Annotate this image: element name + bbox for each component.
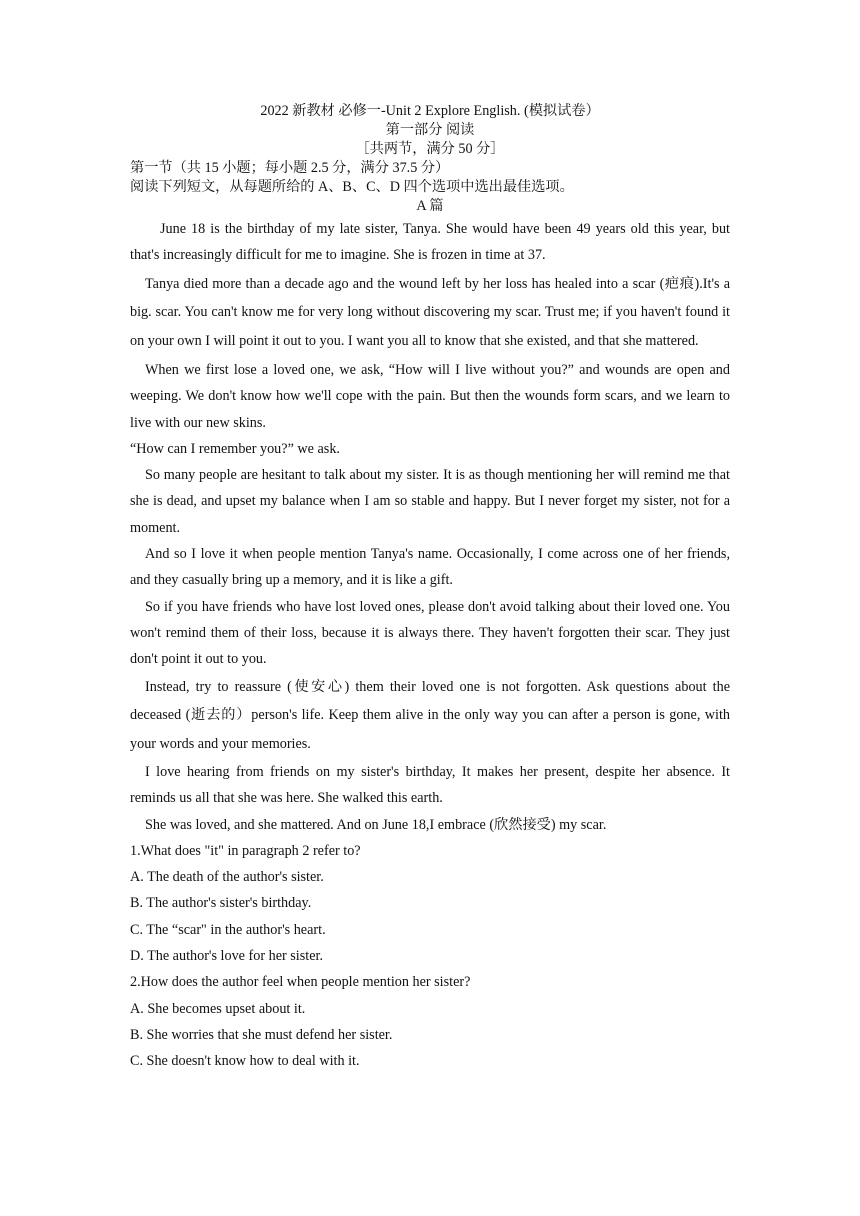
question-stem: 1.What does "it" in paragraph 2 refer to? [130, 842, 361, 859]
answer-option: A. The death of the author's sister. [130, 869, 324, 886]
answer-option: D. The author's love for her sister. [130, 948, 323, 965]
answer-option: C. She doesn't know how to deal with it. [130, 1053, 360, 1070]
part-heading: 第一部分 阅读 [385, 122, 475, 138]
question-1 [130, 838, 730, 969]
passage-paragraph-7: So if you have friends who have lost loved ones, please don't avoid talking about their loved one. You won't remind them of their loss, because it is always there. They haven't forgotten their scar. They just don't point it out to you. [130, 598, 730, 668]
passage-paragraph-5: So many people are hesitant to talk about my sister. It is as though mentioning her will remind me that she is dead, and upset my balance when I am so stable and happy. But I never forget my sister, not for a moment. [130, 467, 730, 536]
passage-paragraph-1: June 18 is the birthday of my late sister, Tanya. She would have been 49 years old this year, but that's increasingly difficult for me to imagine. She is frozen in time at 37. [130, 221, 730, 264]
section-info: 第一节（共 15 小题；每小题 2.5 分，满分 37.5 分） [130, 160, 450, 176]
answer-option: A. She becomes upset about it. [130, 1000, 306, 1017]
answer-option: B. The author's sister's birthday. [130, 895, 312, 912]
answer-option: C. The “scar" in the author's heart. [130, 921, 326, 938]
passage-paragraph-4: “How can I remember you?” we ask. [130, 440, 340, 457]
passage-paragraph-3: When we first lose a loved one, we ask, “How will I live without you?” and wounds are open and weeping. We don't know how we'll cope with the pain. But then the wounds form scars, and we learn to live with our new skins. [130, 361, 730, 431]
passage-paragraph-8: Instead, try to reassure (使安心) them their loved one is not forgotten. Ask questions about the deceased (逝去的）person's life. Keep them alive in the only way you can after a person is gone, with your words and your memories. [130, 678, 730, 753]
passage-paragraph-9: I love hearing from friends on my sister's birthday, It makes her present, despite her absence. It reminds us all that she was here. She walked this earth. [130, 763, 730, 807]
passage-label: A 篇 [416, 198, 444, 214]
passage-paragraph-6: And so I love it when people mention Tanya's name. Occasionally, I come across one of her friends, and they casually bring up a memory, and it is like a gift. [130, 546, 730, 589]
question-stem: 2.How does the author feel when people mention her sister? [130, 974, 471, 991]
part-info: ［共两节，满分 50 分］ [355, 141, 505, 157]
passage-paragraph-10: She was loved, and she mattered. And on June 18,I embrace (欣然接受) my scar. [145, 816, 607, 833]
question-2 [130, 969, 730, 1074]
passage-paragraph-2: Tanya died more than a decade ago and the wound left by her loss has healed into a scar (疤痕).It's a big. scar. You can't know me for very long without discovering my scar. Trust me; if you haven't found it on your own I will point it out to you. I want you all to know that she existed, and that she mattered. [130, 275, 730, 350]
answer-option: B. She worries that she must defend her sister. [130, 1026, 393, 1043]
exam-title: 2022 新教材 必修一-Unit 2 Explore English. (模拟试卷） [260, 103, 600, 119]
exam-page [130, 102, 730, 1075]
instruction: 阅读下列短文，从每题所给的 A、B、C、D 四个选项中选出最佳选项。 [130, 179, 574, 195]
